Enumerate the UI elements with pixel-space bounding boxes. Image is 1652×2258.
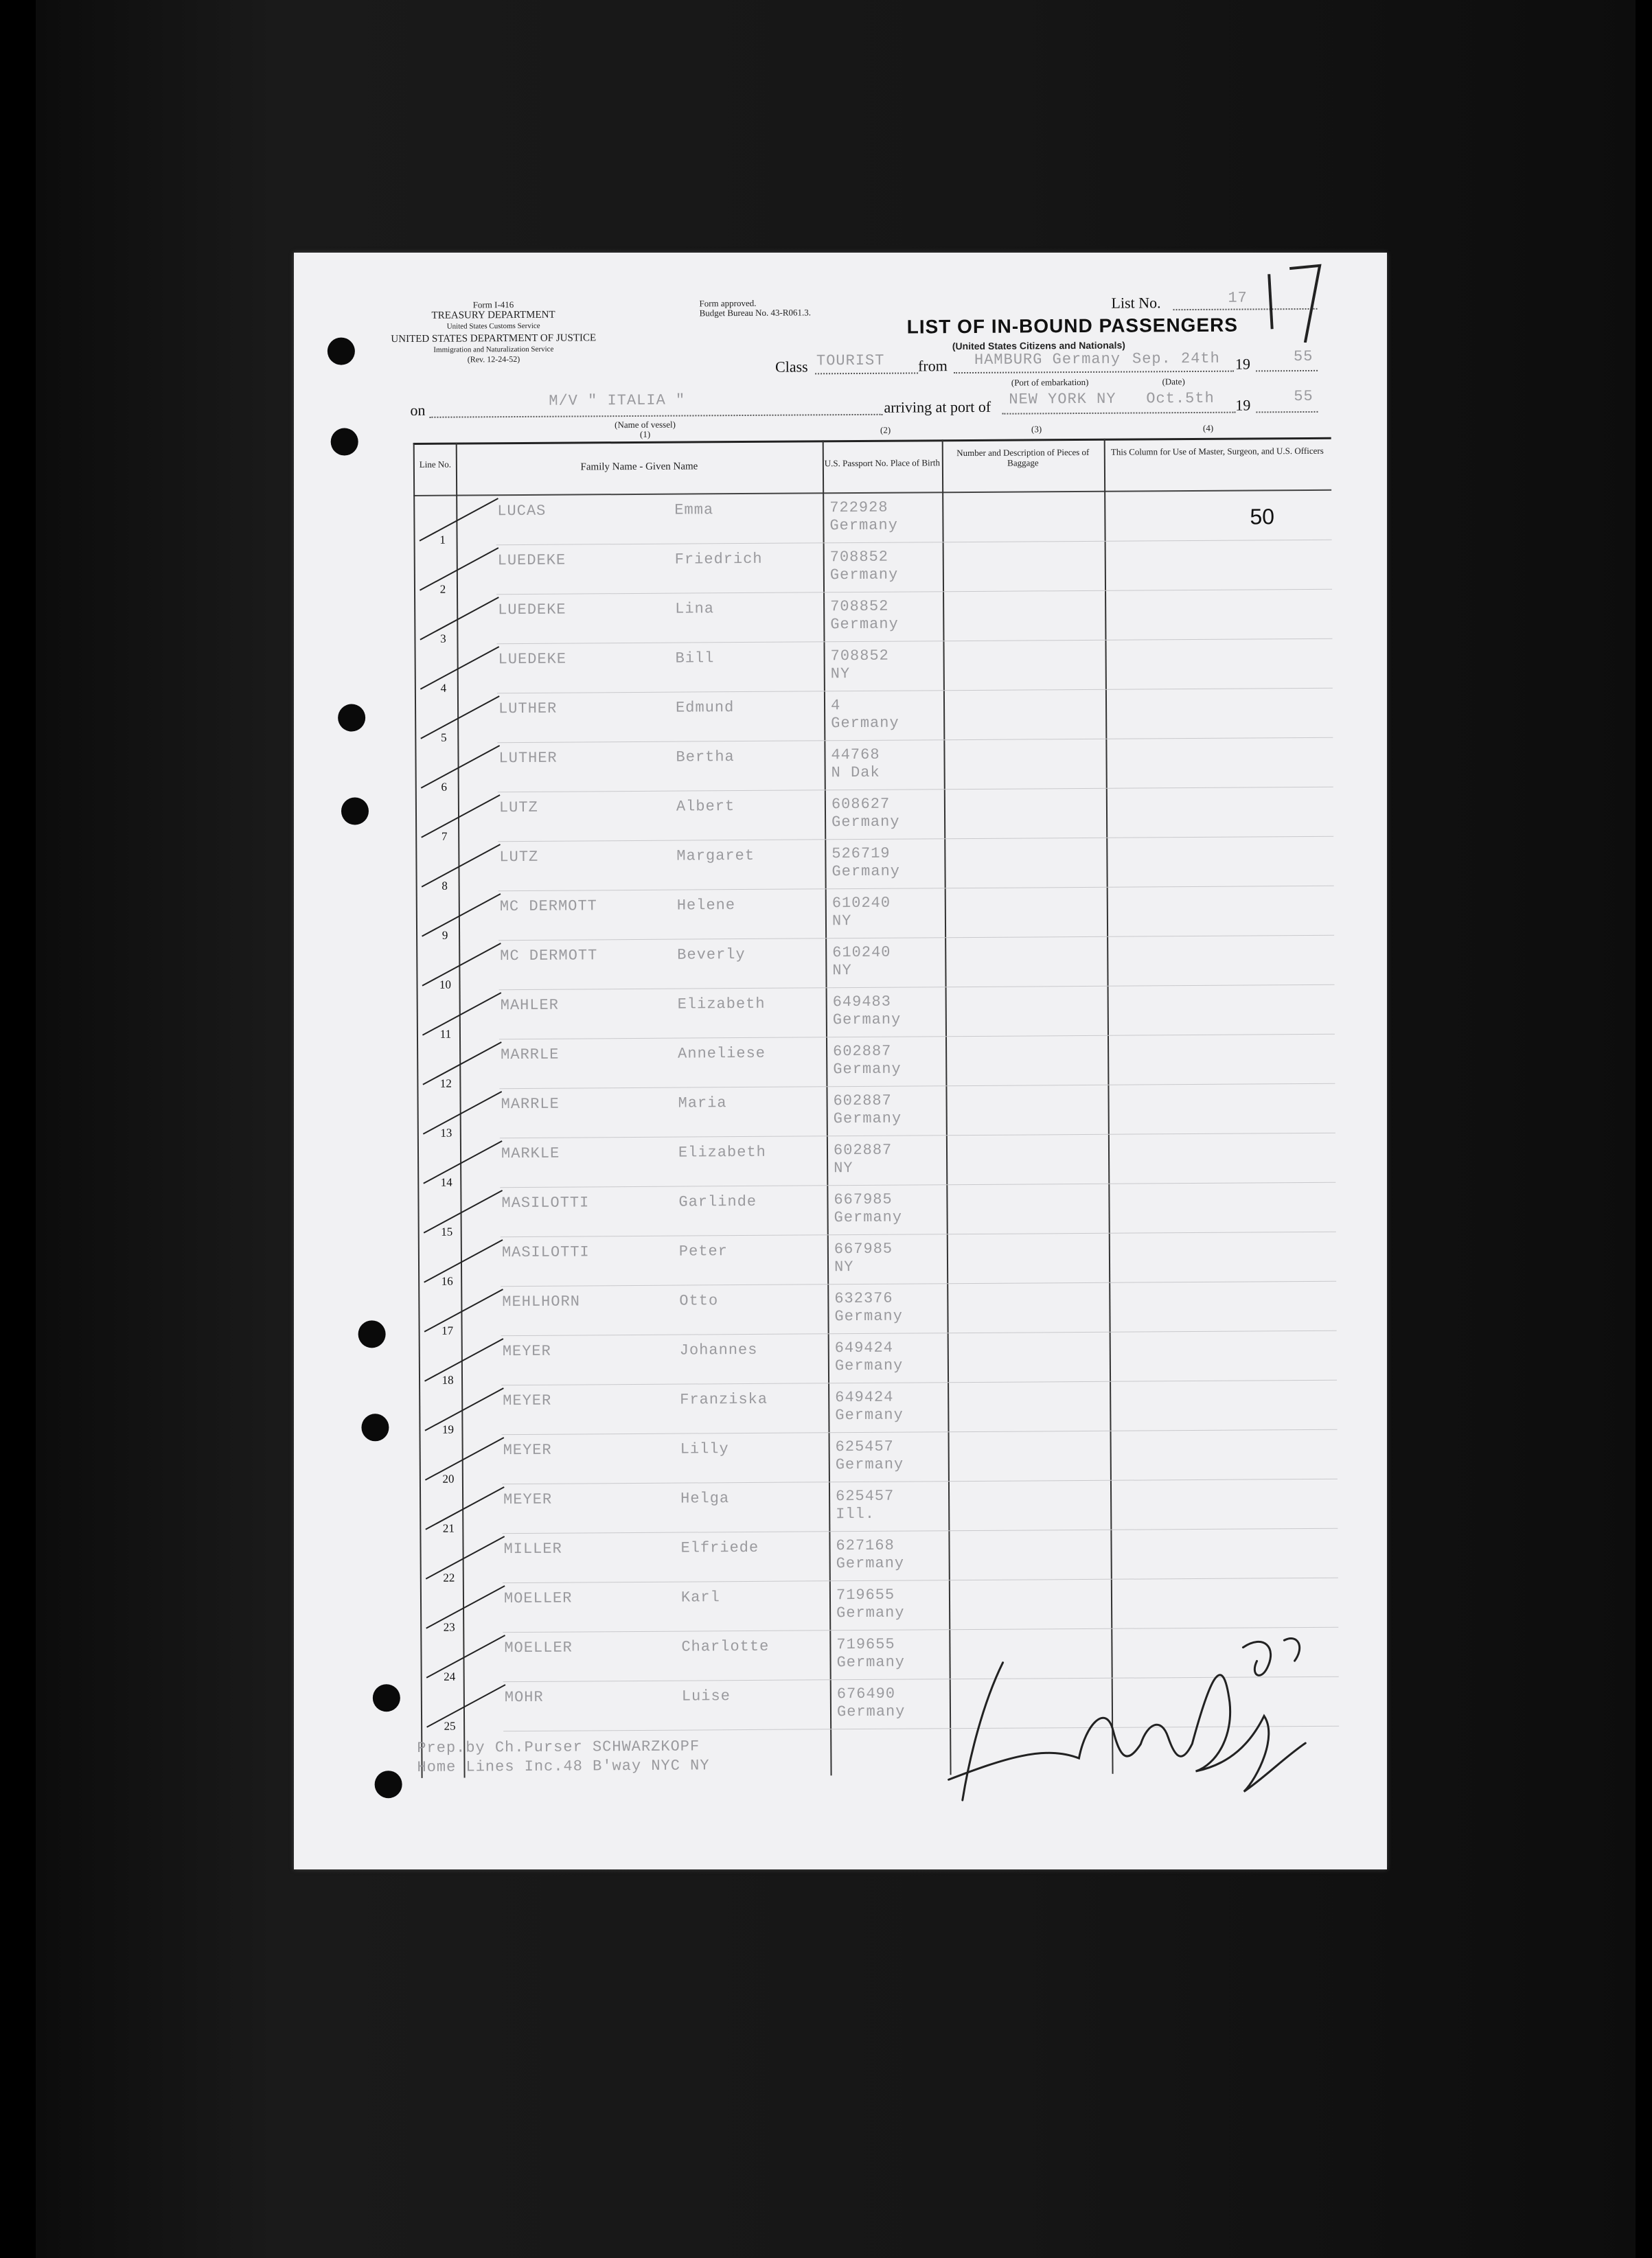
caption-3: (3) (1031, 424, 1042, 435)
table-row (420, 1430, 1338, 1485)
vessel-line (429, 414, 882, 418)
table-row (414, 540, 1332, 595)
footer-preparer: Prep.by Ch.Purser SCHWARZKOPF (417, 1738, 700, 1757)
col-header-passport: U.S. Passport No. Place of Birth (824, 457, 941, 469)
family-name: MOELLER (503, 1589, 573, 1608)
place-of-birth: Germany (833, 1109, 902, 1128)
officer-note: 50 (1250, 504, 1275, 529)
table-row (419, 1381, 1337, 1436)
family-name: MC DERMOTT (499, 897, 597, 916)
table-row (417, 1183, 1335, 1238)
on-label: on (410, 401, 426, 419)
table-row (415, 689, 1333, 744)
arrival-line (1002, 412, 1235, 415)
given-name: Otto (679, 1292, 719, 1310)
port-embarkation: HAMBURG Germany (974, 350, 1121, 369)
passport-number: 676490 (836, 1685, 896, 1703)
passport-number: 526719 (831, 844, 891, 863)
line-number: 18 (441, 1373, 454, 1387)
line-number: 23 (443, 1620, 455, 1634)
place-of-birth: Germany (831, 813, 900, 831)
given-name: Albert (676, 798, 735, 816)
passport-number: 44768 (831, 746, 880, 764)
passport-number: 722928 (829, 498, 888, 517)
family-name: MEYER (502, 1342, 551, 1361)
line-number: 12 (439, 1076, 452, 1090)
given-name: Helene (676, 897, 736, 914)
table-row (413, 491, 1331, 546)
passport-number: 667985 (834, 1240, 893, 1258)
table-row (414, 639, 1332, 694)
punch-hole (358, 1320, 386, 1348)
given-name: Elizabeth (677, 995, 766, 1013)
table-row (415, 787, 1333, 842)
year-prefix-2: 19 (1235, 396, 1251, 414)
ins-service: Immigration and Naturalization Service (433, 345, 554, 354)
place-of-birth: NY (830, 665, 851, 683)
family-name: MOELLER (504, 1639, 573, 1657)
place-of-birth: NY (832, 962, 852, 980)
caption-4: (4) (1202, 422, 1214, 433)
passport-number: 602887 (833, 1042, 892, 1061)
table-row (417, 1035, 1335, 1090)
given-name: Margaret (676, 846, 755, 865)
list-no-value: 17 (1228, 289, 1248, 307)
line-number: 19 (441, 1422, 455, 1436)
budget-bureau: Budget Bureau No. 43-R061.3. (699, 307, 812, 319)
given-name: Charlotte (681, 1637, 770, 1656)
passport-number: 708852 (830, 597, 889, 616)
given-name: Helga (680, 1490, 730, 1508)
vessel-name: M/V " ITALIA " (549, 391, 686, 410)
passport-number: 602887 (833, 1092, 892, 1110)
year-1: 55 (1293, 347, 1313, 366)
table-row (417, 1133, 1335, 1188)
family-name: LUEDEKE (498, 601, 566, 619)
caption-1: (1) (639, 428, 651, 439)
year-line-1 (1256, 370, 1318, 372)
col-header-officers: This Column for Use of Master, Surgeon, and U.S. Officers (1110, 445, 1324, 457)
handwritten-list-number (1257, 253, 1340, 343)
given-name: Johannes (679, 1341, 758, 1359)
place-of-birth: NY (834, 1258, 854, 1276)
family-name: MEYER (503, 1490, 553, 1509)
table-row (416, 886, 1334, 941)
given-name: Karl (680, 1589, 720, 1606)
vessel-caption: (Name of vessel) (615, 419, 676, 430)
family-name: MARRLE (501, 1046, 560, 1064)
punch-hole (375, 1771, 402, 1798)
form-approved: Form approved. (699, 297, 757, 309)
line-number: 22 (443, 1571, 455, 1585)
customs-service: United States Customs Service (446, 321, 540, 331)
given-name: Franziska (680, 1390, 768, 1409)
given-name: Elizabeth (678, 1143, 766, 1162)
place-of-birth: Germany (835, 1406, 904, 1425)
place-of-birth: Germany (829, 566, 899, 584)
family-name: MEYER (503, 1441, 552, 1460)
line-number: 5 (441, 730, 447, 744)
table-row (418, 1282, 1336, 1337)
given-name: Bertha (676, 748, 735, 766)
place-of-birth: Ill. (836, 1505, 875, 1523)
place-of-birth: Germany (833, 1060, 902, 1079)
line-number: 8 (441, 879, 448, 892)
place-of-birth: Germany (831, 862, 901, 881)
passport-number: 602887 (833, 1141, 893, 1160)
family-name: MILLER (503, 1540, 562, 1558)
family-name: MEYER (503, 1392, 552, 1410)
col-header-name: Family Name - Given Name (580, 461, 698, 473)
table-row (420, 1479, 1338, 1534)
punch-hole (373, 1684, 400, 1712)
year-2: 55 (1294, 387, 1313, 406)
family-name: LUTZ (499, 848, 539, 866)
line-number: 21 (442, 1521, 455, 1535)
family-name: MEHLHORN (502, 1293, 581, 1311)
family-name: LUTHER (498, 749, 558, 768)
place-of-birth: Germany (834, 1307, 903, 1326)
port-embark-caption: (Port of embarkation) (1011, 376, 1089, 388)
line-number: 6 (441, 780, 448, 794)
place-of-birth: NY (834, 1160, 853, 1177)
line-number: 15 (441, 1225, 453, 1239)
passport-number: 649483 (832, 993, 891, 1011)
table-row (414, 590, 1332, 645)
given-name: Emma (674, 501, 714, 519)
line-number: 25 (444, 1719, 456, 1733)
line-number: 16 (441, 1274, 453, 1288)
page-title: LIST OF IN-BOUND PASSENGERS (906, 314, 1239, 338)
family-name: MARRLE (501, 1095, 560, 1114)
page-subtitle: (United States Citizens and Nationals) (952, 339, 1125, 352)
family-name: LUEDEKE (497, 551, 566, 570)
passport-number: 625457 (835, 1438, 894, 1456)
passport-number: 708852 (829, 548, 889, 566)
table-row (415, 738, 1333, 793)
inspector-signature (920, 1620, 1333, 1849)
class-label: Class (775, 358, 808, 376)
year-prefix-1: 19 (1235, 355, 1251, 373)
col-header-baggage: Number and Description of Pieces of Baggage (956, 446, 1090, 468)
passport-number: 667985 (834, 1190, 893, 1209)
family-name: MASILOTTI (501, 1243, 590, 1262)
col-header-line-no: Line No. (419, 459, 452, 470)
table-row (417, 1084, 1335, 1139)
caption-2: (2) (880, 424, 891, 435)
given-name: Beverly (677, 946, 746, 964)
given-name: Bill (675, 649, 715, 667)
table-top-rule (413, 437, 1331, 445)
class-value: TOURIST (816, 352, 885, 370)
passport-number: 608627 (831, 795, 891, 814)
line-number: 4 (440, 681, 447, 695)
from-label: from (917, 357, 948, 375)
given-name: Garlinde (678, 1193, 757, 1211)
place-of-birth: NY (831, 912, 852, 930)
punch-hole (331, 428, 358, 455)
given-name: Elfriede (680, 1539, 759, 1557)
year-line-2 (1256, 411, 1318, 413)
passport-number: 649424 (835, 1388, 894, 1407)
passport-number: 4 (830, 697, 841, 715)
passport-number: 625457 (836, 1487, 895, 1506)
given-name: Luise (681, 1687, 731, 1705)
place-of-birth: N Dak (831, 763, 880, 782)
given-name: Anneliese (678, 1044, 766, 1063)
passport-number: 610240 (832, 943, 891, 962)
line-number: 9 (441, 928, 448, 942)
footer-company: Home Lines Inc.48 B'way NYC NY (417, 1757, 710, 1776)
passport-number: 632376 (834, 1289, 893, 1308)
line-number: 1 (439, 533, 446, 546)
from-line (954, 371, 1234, 373)
date-caption: (Date) (1162, 376, 1185, 387)
line-number: 3 (440, 632, 446, 645)
family-name: LUEDEKE (498, 650, 567, 669)
given-name: Lilly (680, 1440, 729, 1458)
family-name: MOHR (504, 1688, 544, 1707)
manifest-page (294, 253, 1387, 1869)
arrival-date: Oct.5th (1146, 389, 1215, 408)
class-line (815, 372, 918, 374)
place-of-birth: Germany (836, 1653, 906, 1672)
list-no-label: List No. (1111, 294, 1161, 312)
given-name: Friedrich (674, 550, 763, 568)
line-number: 11 (439, 1027, 452, 1041)
punch-hole (341, 797, 369, 825)
family-name: MAHLER (500, 996, 559, 1015)
punch-hole (361, 1414, 389, 1441)
family-name: MC DERMOTT (500, 947, 598, 965)
table-row (417, 985, 1335, 1040)
passport-number: 719655 (836, 1586, 895, 1604)
family-name: LUTHER (498, 700, 558, 718)
family-name: MARKLE (501, 1144, 560, 1163)
given-name: Maria (678, 1094, 727, 1112)
line-number: 10 (439, 978, 452, 991)
departure-date: Sep. 24th (1132, 349, 1220, 368)
revision-date: (Rev. 12-24-52) (467, 354, 520, 365)
place-of-birth: Germany (834, 1208, 903, 1227)
given-name: Peter (678, 1243, 728, 1260)
place-of-birth: Germany (836, 1604, 905, 1622)
arriving-label: arriving at port of (884, 398, 991, 416)
place-of-birth: Germany (829, 516, 898, 535)
family-name: LUTZ (498, 798, 538, 817)
passenger-table (413, 437, 1340, 1778)
table-row (419, 1331, 1337, 1386)
place-of-birth: Germany (836, 1554, 905, 1573)
line-number: 17 (441, 1324, 454, 1337)
place-of-birth: Germany (835, 1455, 904, 1474)
family-name: LUCAS (497, 502, 547, 520)
place-of-birth: Germany (831, 714, 899, 733)
place-of-birth: Germany (832, 1011, 902, 1029)
place-of-birth: Germany (836, 1703, 906, 1721)
punch-hole (328, 337, 355, 365)
table-row (415, 837, 1333, 892)
passport-number: 719655 (836, 1635, 895, 1654)
table-row (420, 1529, 1338, 1584)
table-row (418, 1232, 1336, 1287)
line-number: 13 (440, 1126, 452, 1140)
family-name: MASILOTTI (501, 1194, 590, 1212)
given-name: Edmund (675, 699, 735, 717)
place-of-birth: Germany (834, 1357, 904, 1375)
line-number: 20 (442, 1472, 455, 1486)
table-row (416, 936, 1334, 991)
port-arrival: NEW YORK NY (1009, 390, 1116, 408)
line-number: 2 (439, 582, 446, 596)
line-number: 7 (441, 829, 448, 843)
passport-number: 649424 (834, 1339, 894, 1357)
passport-number: 708852 (830, 647, 889, 665)
given-name: Lina (675, 600, 715, 618)
line-number: 24 (444, 1670, 456, 1683)
treasury-dept: TREASURY DEPARTMENT (431, 309, 555, 321)
passport-number: 610240 (831, 894, 891, 912)
place-of-birth: Germany (830, 615, 899, 634)
line-number: 14 (440, 1175, 452, 1189)
form-number: Form I-416 (472, 299, 514, 310)
punch-hole (338, 704, 365, 731)
justice-dept: UNITED STATES DEPARTMENT OF JUSTICE (391, 332, 597, 345)
passport-number: 627168 (836, 1536, 895, 1555)
